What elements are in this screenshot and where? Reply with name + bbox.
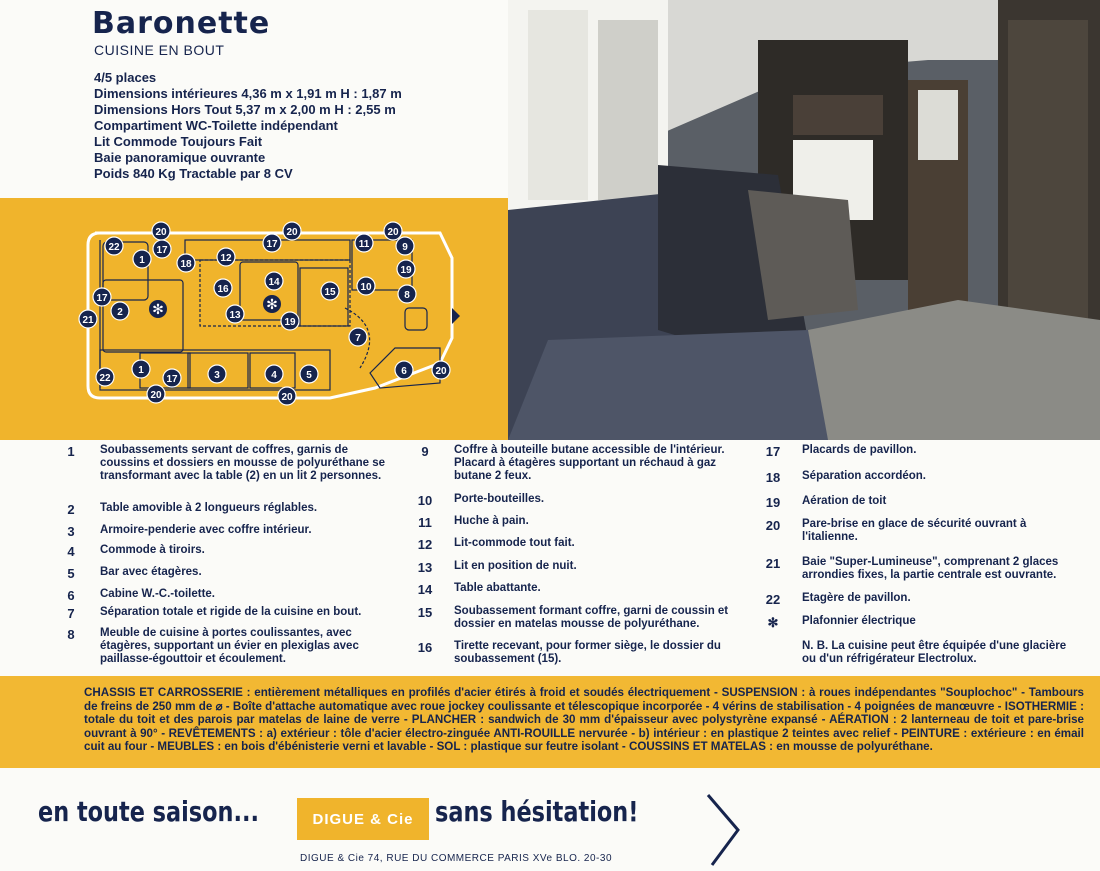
legend-item (410, 537, 750, 552)
legend-number: 21 (765, 556, 781, 571)
legend-number: ✻ (767, 615, 779, 630)
spec-line: Lit Commode Toujours Fait (94, 134, 263, 149)
legend-number: 5 (67, 566, 75, 581)
legend-number: 17 (765, 444, 781, 459)
legend-number: 3 (67, 524, 75, 539)
spec-line: Poids 840 Kg Tractable par 8 CV (94, 166, 293, 181)
plan-marker (395, 361, 413, 379)
plan-marker-label: 17 (156, 245, 168, 256)
plan-marker-label: 5 (306, 370, 312, 381)
legend-text: Cabine W.-C.-toilette. (100, 588, 215, 600)
plan-marker-label: 13 (229, 310, 241, 321)
legend-text: Pare-brise en glace de sécurité ouvrant à l'italienne. (802, 518, 1027, 543)
plan-marker-label: 22 (99, 373, 111, 384)
legend-number: 1 (67, 444, 75, 459)
legend-item (56, 544, 396, 559)
legend-item (56, 524, 396, 539)
legend-text: Lit en position de nuit. (454, 560, 577, 572)
interior-photo (508, 0, 1100, 440)
legend-number: 20 (765, 518, 781, 533)
legend-text: Soubassements servant de coffres, garnis de coussins et dossiers en mousse de polyuréthane se transformant avec la table (2) en un lit 2 personnes. (100, 444, 386, 482)
legend-number: 16 (417, 640, 433, 655)
legend-text: Aération de toit (802, 495, 887, 507)
legend-text: Séparation totale et rigide de la cuisine en bout. (100, 606, 362, 618)
plan-marker-label: 10 (360, 282, 372, 293)
legend-text: Table amovible à 2 longueurs réglables. (100, 502, 318, 514)
plan-marker (397, 260, 415, 278)
legend-text: Baie "Super-Lumineuse", comprenant 2 glaces arrondies fixes, la partie centrale est ouvrante. (802, 556, 1059, 581)
plan-marker-label: 7 (355, 333, 361, 344)
legend-text: Meuble de cuisine à portes coulissantes, avec étagères, supportant un évier en plexiglas avec paillasse-égouttoir et écoulement. (100, 627, 359, 665)
plan-marker (153, 240, 171, 258)
legend-item (56, 606, 396, 621)
legend-number: 11 (418, 515, 432, 530)
legend-item (410, 560, 750, 575)
plan-marker-label: 20 (150, 390, 162, 401)
legend-number: 8 (67, 627, 75, 642)
company-address: DIGUE & Cie 74, RUE DU COMMERCE PARIS XVe BLO. 20-30 (300, 853, 613, 864)
legend-text: Bar avec étagères. (100, 566, 202, 578)
legend-text: Coffre à bouteille butane accessible de l'intérieur. Placard à étagères supportant un réchaud à gaz butane 2 feux. (454, 444, 725, 482)
legend-text: Porte-bouteilles. (454, 493, 545, 505)
plan-marker (152, 222, 170, 240)
plan-marker (281, 312, 299, 330)
brochure-subtitle: CUISINE EN BOUT (94, 42, 225, 58)
plan-marker (384, 222, 402, 240)
legend-item (410, 515, 750, 530)
legend-text: Armoire-penderie avec coffre intérieur. (100, 524, 312, 536)
plan-marker (96, 368, 114, 386)
legend-text: Plafonnier électrique (802, 615, 916, 627)
legend-number: 7 (67, 606, 75, 621)
legend-text: Tirette recevant, pour former siège, le dossier du soubassement (15). (454, 640, 721, 665)
legend-text: Lit-commode tout fait. (454, 537, 575, 549)
legend-number: 10 (417, 493, 433, 508)
plan-marker-label: 22 (108, 242, 120, 253)
legend-number: 15 (417, 605, 433, 620)
legend-number: 9 (421, 444, 429, 459)
plan-marker-label: 20 (155, 227, 167, 238)
plan-marker (147, 385, 165, 403)
legend-number: 14 (417, 582, 433, 597)
plan-marker (349, 328, 367, 346)
legend-number: 13 (417, 560, 433, 575)
legend-number: 22 (765, 592, 781, 607)
plan-marker (357, 277, 375, 295)
legend-item (758, 640, 1068, 666)
plan-marker (226, 305, 244, 323)
plan-marker (111, 302, 129, 320)
plan-marker-label: 11 (358, 239, 370, 250)
plan-marker (355, 234, 373, 252)
plan-marker (396, 237, 414, 255)
legend-item (56, 627, 396, 666)
plan-marker (132, 360, 150, 378)
legend-text: Etagère de pavillon. (802, 592, 911, 604)
plan-marker (300, 365, 318, 383)
floor-plan-band (0, 198, 508, 440)
interior-photo-illustration (508, 0, 1100, 440)
legend-text: Table abattante. (454, 582, 541, 594)
spec-line: 4/5 places (94, 70, 157, 85)
legend-text: Placards de pavillon. (802, 444, 917, 456)
plan-marker (263, 234, 281, 252)
plan-marker-label: 17 (166, 374, 178, 385)
legend-number: 6 (67, 588, 75, 603)
legend-item (758, 444, 1068, 459)
legend-item (758, 615, 1068, 631)
plan-marker-label: 12 (220, 253, 232, 264)
plan-marker (163, 369, 181, 387)
legend-item (56, 566, 396, 581)
spec-line: Baie panoramique ouvrante (94, 150, 266, 165)
plan-marker-label: 15 (324, 287, 336, 298)
spec-line: Dimensions intérieures 4,36 m x 1,91 m H : 1,87 m (94, 86, 402, 101)
legend-number: 4 (67, 544, 75, 559)
spec-line: Compartiment WC-Toilette indépendant (94, 118, 338, 133)
plan-marker (321, 282, 339, 300)
plan-marker (283, 222, 301, 240)
legend-number: 12 (417, 537, 433, 552)
plan-marker-label: 1 (139, 255, 145, 266)
plan-marker-label: 20 (286, 227, 298, 238)
plan-marker (79, 310, 97, 328)
plan-marker-label: 20 (435, 366, 447, 377)
slogan-left: en toute saison... (38, 795, 260, 828)
ceiling-light-marker (149, 300, 167, 318)
legend-item (56, 588, 396, 603)
plan-marker-label: 3 (214, 370, 220, 381)
plan-marker (93, 288, 111, 306)
ceiling-light-icon: ✻ (152, 302, 164, 318)
spec-list (94, 70, 402, 182)
plan-marker (278, 387, 296, 405)
brochure-title: Baronette (92, 6, 271, 41)
legend-item (410, 605, 750, 631)
plan-marker-label: 18 (180, 259, 192, 270)
plan-marker (105, 237, 123, 255)
legend-text: N. B. La cuisine peut être équipée d'une glacière ou d'un réfrigérateur Electrolux. (802, 640, 1067, 665)
legend-text: Soubassement formant coffre, garni de coussin et dossier en matelas mousse de polyuréthane. (454, 605, 729, 630)
legend-item (410, 640, 750, 666)
plan-marker-label: 17 (266, 239, 278, 250)
plan-marker (398, 285, 416, 303)
ceiling-light-icon: ✻ (266, 297, 278, 313)
plan-marker (265, 272, 283, 290)
plan-marker-label: 14 (268, 277, 280, 288)
floor-plan (0, 198, 508, 440)
legend-item (758, 592, 1068, 607)
plan-marker-label: 19 (284, 317, 296, 328)
legend-item (410, 582, 750, 597)
plan-marker (265, 365, 283, 383)
plan-marker-label: 17 (96, 293, 108, 304)
chevron-right-icon (700, 792, 750, 867)
plan-marker (217, 248, 235, 266)
legend-text: Huche à pain. (454, 515, 529, 527)
plan-marker-label: 9 (402, 242, 408, 253)
plan-marker-label: 6 (401, 366, 407, 377)
plan-marker-label: 1 (138, 365, 144, 376)
legend-item (410, 493, 750, 508)
legend-item (56, 502, 396, 517)
plan-marker (133, 250, 151, 268)
legend-item (758, 470, 1068, 485)
legend-item (758, 518, 1068, 544)
plan-marker-label: 21 (82, 315, 94, 326)
plan-marker-label: 20 (387, 227, 399, 238)
legend-text: Séparation accordéon. (802, 470, 926, 482)
spec-line: Dimensions Hors Tout 5,37 m x 2,00 m H : 2,55 m (94, 102, 396, 117)
legend-number: 2 (67, 502, 75, 517)
legend-item (758, 556, 1068, 582)
plan-marker-label: 8 (404, 290, 410, 301)
brand-logo: DIGUE & Cie (297, 798, 429, 840)
plan-marker-label: 19 (400, 265, 412, 276)
plan-marker (177, 254, 195, 272)
plan-marker (432, 361, 450, 379)
ceiling-light-marker (263, 295, 281, 313)
plan-marker (208, 365, 226, 383)
legend-number: 19 (765, 495, 781, 510)
specification-paragraph: CHASSIS ET CARROSSERIE : entièrement métalliques en profilés d'acier étirés à froid et soudés électriquement - SUSPENSION : à roues indépendantes "Souplochoc" - Tambours de freins de 250 mm de ⌀ - Boîte d'attache automatique avec roue jockey coulissante et télescopique incorporée - 4 vérins de stabilisation - 4 poignées de manœuvre - ISOTHERMIE : totale du toit et des parois par matelas de laine de verre - PLANCHER : sandwich de 30 mm d'épaisseur avec polystyrène expansé - AÉRATION : 2 lanterneau de toit et pare-brise ouvrant à 90° - REVÊTEMENTS : a) extérieur : tôle d'acier électro-zinguée ANTI-ROUILLE nervurée - b) intérieur : en plastique 2 teintes avec relief - PEINTURE : extérieure : en émail cuit au four - MEUBLES : en bois d'ébénisterie verni et lavable - SOL : plastique sur feutre isolant - COUSSINS ET MATELAS : en mousse de polyuréthane. (84, 686, 1084, 754)
plan-marker-label: 16 (217, 284, 229, 295)
plan-marker-label: 20 (281, 392, 293, 403)
legend-item (56, 444, 396, 483)
plan-marker-label: 4 (271, 370, 277, 381)
legend-text: Commode à tiroirs. (100, 544, 205, 556)
legend-item (410, 444, 750, 483)
legend-number: 18 (765, 470, 781, 485)
plan-marker (214, 279, 232, 297)
plan-marker-label: 2 (117, 307, 123, 318)
legend-item (758, 495, 1068, 510)
slogan-right: sans hésitation! (435, 795, 639, 828)
